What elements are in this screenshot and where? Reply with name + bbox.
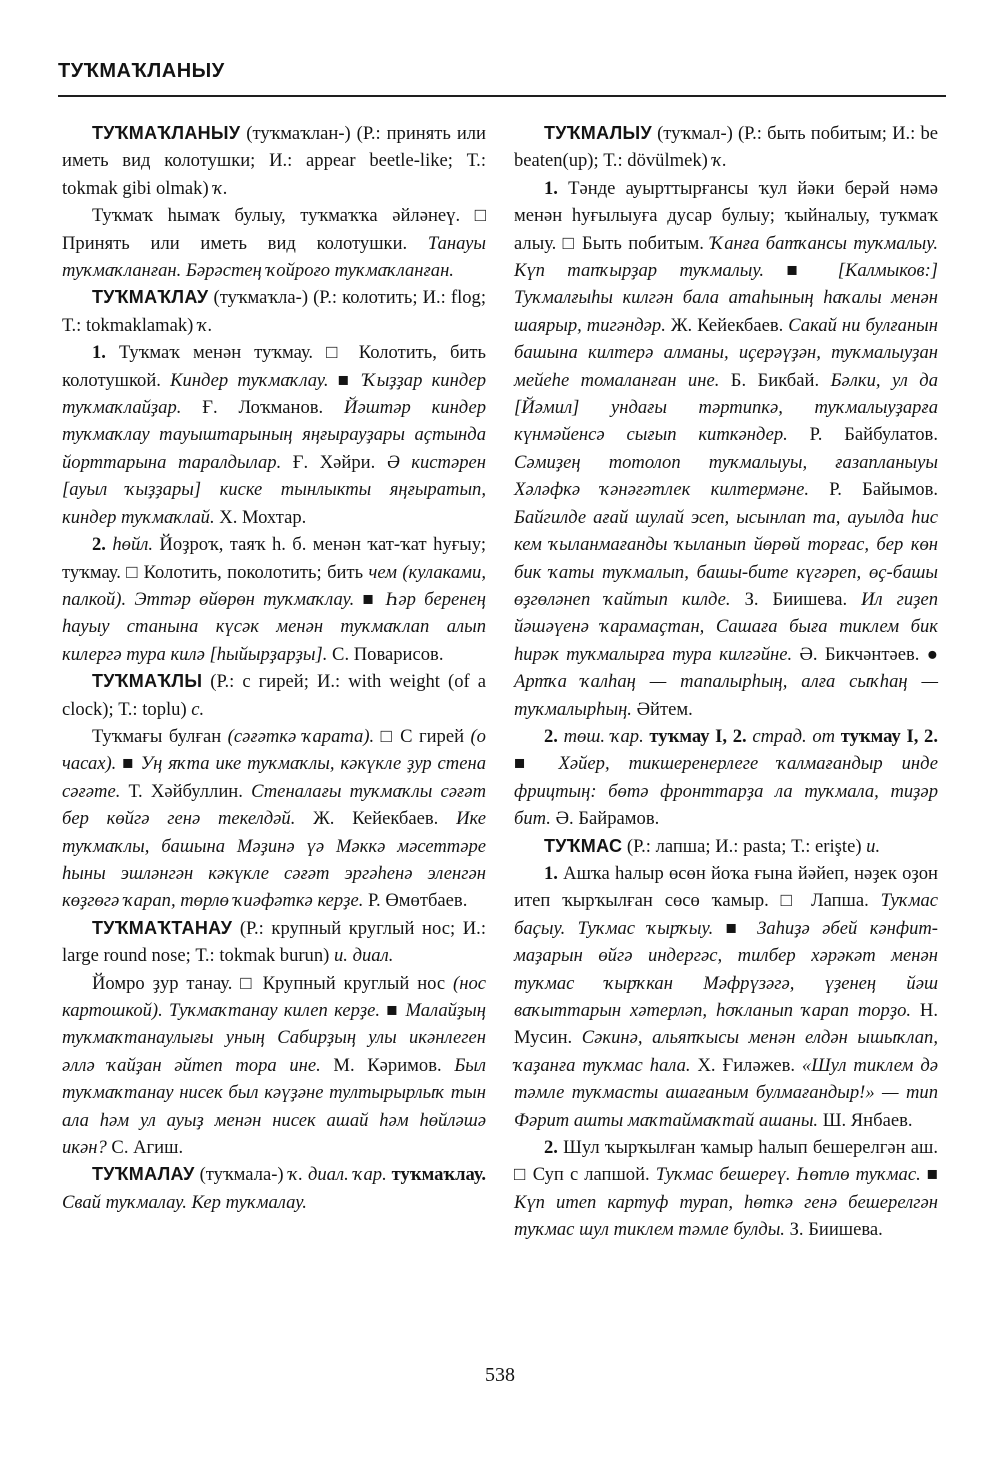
sense: Туҡмаҡ һымаҡ булыу, туҡмаҡҡа әйләнеү. □ Принять или иметь вид колотушки. Танауы туҡмаҡланған. Бәрәстең ҡойроғо туҡмаҡланған. xyxy=(62,205,486,282)
running-title: ТУҠМАҠЛАНЫУ xyxy=(58,60,225,82)
headword: ТУҠМАҠЛАНЫУ xyxy=(92,123,241,143)
sense: Йомро ҙур танау. □ Крупный круглый нос (нос картошкой). Туҡмаҡтанау килеп керҙе. ■ Малайҙың туҡмаҡтанаулығы уның Сабирҙың улы икәнлеген әллә ҡайҙан әйтеп тора ине. М. Кәримов. Был туҡмаҡтанау нисек был кәүҙәне тултырырлыҡ тын ала һәм ул ауыҙ менән нисек ашай һәм һөйләшә икән? С. Агиш. xyxy=(62,972,486,1159)
sense: 1. Туҡмаҡ менән туҡмау. □ Колотить, бить колотушкой. Киндер туҡмаҡлау. ■ Ҡыҙҙар киндер туҡмаҡлайҙар. Ғ. Лоҡманов. Йәштәр киндер туҡмаҡлау тауыштарының яңғырауҙары аҫтында йорттарына таралдылар. Ғ. Хәйри. Ә кистәрен [ауыл ҡыҙҙары] киске тынлыкты яңғыратып, киндер туҡмаҡлай. Х. Мохтар. xyxy=(62,342,486,528)
entry-tukmaktanau: ТУҠМАҠТАНАУ (Р.: крупный круглый нос; И.: large round nose; Т.: tokmak burun) и. диал. xyxy=(62,917,486,967)
entry-tukmaklanyu: ТУҠМАҠЛАНЫУ (туҡмаҡлан-) (Р.: принять или иметь вид колотушки; И.: appear beetle-like; Т.: tokmak gibi olmak) ҡ. xyxy=(62,123,486,199)
entry-tukmas: ТУҠМАС (Р.: лапша; И.: pasta; Т.: erişte) и. xyxy=(544,835,881,857)
sense: 1. Тәнде ауырттырғансы ҡул йәки берәй нәмә менән һуғылыуға дусар булыу; ҡыйналыу, туҡмаҡ алыу. □ Быть побитым. Ҡанға батҡансы туҡмалыу. Күп тапҡырҙар туҡмалыу. ■ [Калмыков:] Туҡмалғыһы килгән бала атаһының һаҡалы менән шаярыр, тигәндәр. Ж. Кейекбаев. Сакай ни булғанын башына килтерә алманы, иҫерәүҙән, туҡмалыуҙан мейеһе томаланған ине. Б. Бикбай. Бәлки, ул да [Йәмил] ундағы тәртипкә, туҡмалыуҙарға күнмәйенсә сығып киткәндер. Р. Байбулатов. Сәмиҙең тотолоп туҡмалыуы, ғазапланыуы Хәләфкә ҡәнәғәтлек килтермәне. Р. Байымов. Байгилде ағай шулай эсеп, ысынлап та, ауылда һис кем ҡыланмағанды ҡыланып йөрөй торғас, бер көн бик ҡаты туҡмалып, башы-бите күгәреп, өҫ-башы өҙгөләнеп ҡайтып килде. З. Биишева. Ил гиҙеп йәшәүенә ҡарамаҫтан, Сашаға быға тиклем бик һирәк туҡмалырға тура килгәйне. Ә. Бикчәнтәев. ● Артҡа ҡалһаң — тапалырһың, алға сыҡһаң — туҡмалырһың. Әйтем. xyxy=(514,177,939,720)
entry-tukmalau: ТУҠМАЛАУ (туҡмала-) ҡ. диал. ҡар. туҡмаҡлау. Свай туҡмалау. Кер туҡмалау. xyxy=(62,1164,486,1213)
headword: ТУҠМАС xyxy=(544,835,623,856)
page-number: 538 xyxy=(485,1364,515,1386)
entry-tukmalyu: ТУҠМАЛЫУ (туҡмал-) (Р.: быть побитым; И.: be beaten(up); Т.: dövülmek) ҡ. xyxy=(514,123,938,172)
left-column xyxy=(62,120,486,1216)
headword: ТУҠМАҠТАНАУ xyxy=(92,917,233,938)
sense: 2. һөйл. Йоҙроҡ, таяҡ һ. б. менән ҡат-ҡат һуғыу; туҡмау. □ Колотить, поколотить; бить чем (кулаками, палкой). Эттәр өйөрөн туҡмаҡлау. ■ Һәр беренең һауыу станына күсәк менән туҡмаҡлап алып килергә тура килә [һыйырҙарҙы]. С. Поварисов. xyxy=(62,534,486,665)
sense: 1. Ашҡа һалыр өсөн йоҡа ғына йәйеп, нәҙек оҙон итеп ҡырҡылған сөсө ҡамыр. □ Лапша. Туҡмас баҫыу. Туҡмас ҡырҡыу. ■ Заһиҙә әбей кәнфит-маҙарын өйгә индергәс, тилбер хәрәкәт менән туҡмас ҡырҡкан Мәфрүзәгә, үҙенең йәш ваҡыттарын хәтерләп, һоҡланып ҡарап торҙо. Н. Мусин. Сәкинә, альяпҡысы менән елдән ышыҡлап, ҡаҙанға туҡмас һала. Х. Ғиләжев. «Шул тиклем дә тәмле туҡмасты ашағаным булмағандыр!» — тип Фәрит ашты маҡтаймаҡтай ашаны. Ш. Янбаев. xyxy=(514,862,938,1131)
sense: 2. Шул ҡырҡылған ҡамыр һалып бешерелгән аш. □ Суп с лапшой. Туҡмас бешереү. Һөтлө туҡмас. ■ Күп итеп картуф турап, һөткә генә бешерелгән туҡмас шул тиклем тәмле булды. З. Биишева. xyxy=(514,1137,939,1241)
headword: ТУҠМАЛАУ xyxy=(92,1164,195,1185)
sense: Туҡмағы булған (сәғәткә ҡарата). □ С гирей (о часах). ■ Уң яҡта ике туҡмаҡлы, кәкүкле ҙур стена сәғәте. Т. Хәйбуллин. Стеналағы туҡмаҡлы сәғәт бер көйгә генә текелдәй. Ж. Кейекбаев. Ике туҡмаҡлы, башына Мәҙинә үә Мәккә мәсеттәре һыны эшләнгән кәкүкле сәғәт эргәһенә эленгән көҙгөгә ҡарап, төрлө ҡиәфәткә керҙе. Р. Өмөтбаев. xyxy=(62,725,486,912)
headword: ТУҠМАҠЛАУ xyxy=(92,287,209,308)
entry-tukmakly: ТУҠМАҠЛЫ (Р.: с гирей; И.: with weight (of a clock); Т.: toplu) с. xyxy=(62,671,486,720)
right-column xyxy=(514,120,938,1244)
headword: ТУҠМАЛЫУ xyxy=(544,123,652,143)
entry-tukmaklau: ТУҠМАҠЛАУ (туҡмаҡла-) (Р.: колотить; И.: flog; Т.: tokmaklamak) ҡ. xyxy=(62,287,486,336)
headword: ТУҠМАҠЛЫ xyxy=(92,671,203,692)
header-rule xyxy=(58,95,946,97)
sense: 2. төш. ҡар. туҡмау I, 2. страд. от туҡмау I, 2. ■ Хәйер, тикшеренерлеге ҡалмағандыр инде фрицтың: бөтә фронттарҙа ла туҡмала, тиҙәр бит. Ә. Байрамов. xyxy=(514,725,938,830)
